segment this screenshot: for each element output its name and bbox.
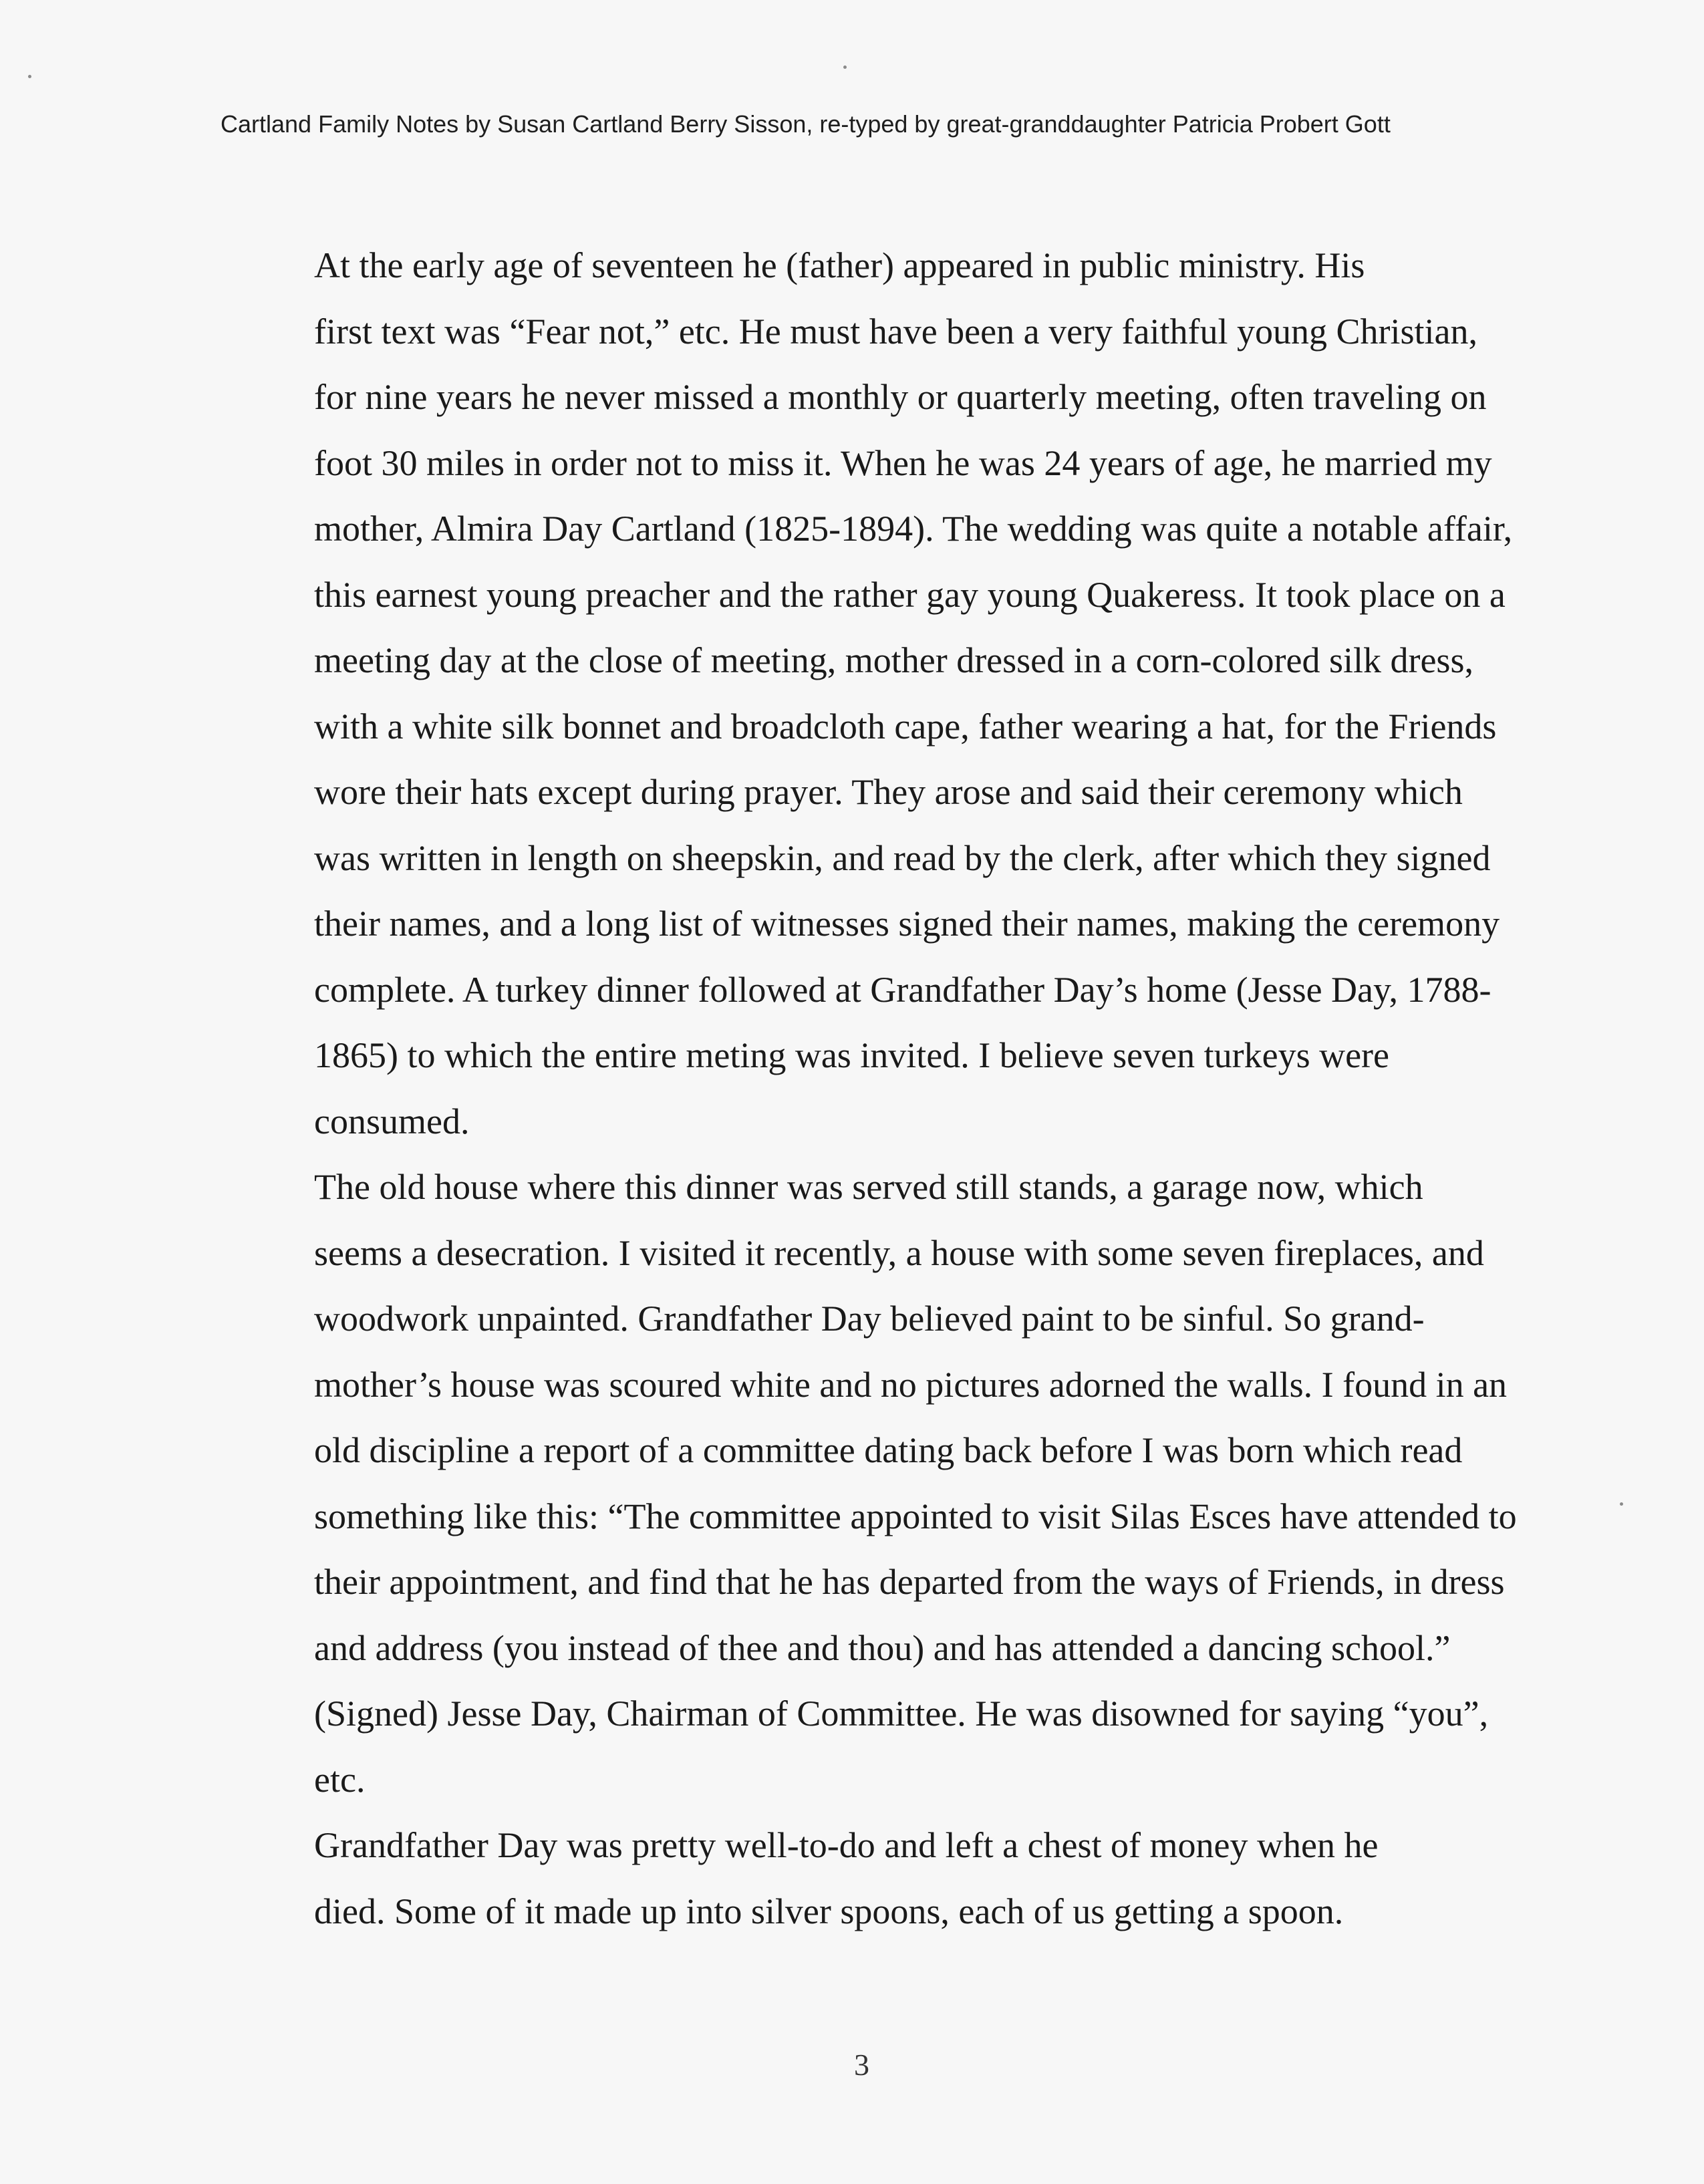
text-line: consumed. (314, 1101, 470, 1141)
text-line: died. Some of it made up into silver spoons, each of us getting a spoon. (314, 1891, 1344, 1931)
text-line: meeting day at the close of meeting, mother dressed in a corn-colored silk dress, (314, 640, 1473, 680)
text-line: 1865) to which the entire meting was invited. I believe seven turkeys were (314, 1035, 1390, 1075)
paragraph (212, 233, 1522, 1154)
text-line: Grandfather Day was pretty well-to-do and left a chest of money when he (314, 1825, 1379, 1865)
text-line: for nine years he never missed a monthly or quarterly meeting, often traveling on (314, 377, 1487, 417)
text-line: and address (you instead of thee and thou) and has attended a dancing school.” (314, 1627, 1451, 1668)
paragraph (212, 1154, 1522, 1812)
scan-speck (843, 65, 847, 69)
text-line: foot 30 miles in order not to miss it. When he was 24 years of age, he married my (314, 442, 1492, 483)
text-line: complete. A turkey dinner followed at Grandfather Day’s home (Jesse Day, 1788- (314, 969, 1492, 1010)
scan-speck (1620, 1502, 1623, 1506)
page-number: 3 (854, 2048, 869, 2082)
text-line: seems a desecration. I visited it recently, a house with some seven fireplaces, and (314, 1232, 1484, 1273)
text-line: (Signed) Jesse Day, Chairman of Committee. He was disowned for saying “you”, (314, 1693, 1489, 1734)
text-line: this earnest young preacher and the rather gay young Quakeress. It took place on a (314, 574, 1506, 615)
text-line: mother’s house was scoured white and no pictures adorned the walls. I found in an (314, 1364, 1508, 1405)
text-line: woodwork unpainted. Grandfather Day believed paint to be sinful. So grand- (314, 1299, 1425, 1339)
body-text (212, 233, 1522, 1944)
text-line: old discipline a report of a committee dating back before I was born which read (314, 1430, 1463, 1470)
text-line: their names, and a long list of witnesses signed their names, making the ceremony (314, 904, 1500, 944)
scan-speck (28, 75, 31, 78)
running-header: Cartland Family Notes by Susan Cartland Berry Sisson, re-typed by great-granddaughter Patricia Probert Gott (221, 110, 1391, 138)
text-line: mother, Almira Day Cartland (1825-1894). The wedding was quite a notable affair, (314, 509, 1513, 549)
text-line: with a white silk bonnet and broadcloth cape, father wearing a hat, for the Friends (314, 706, 1497, 746)
text-line: was written in length on sheepskin, and read by the clerk, after which they signed (314, 837, 1491, 878)
text-line: The old house where this dinner was served still stands, a garage now, which (314, 1167, 1423, 1207)
text-line: first text was “Fear not,” etc. He must have been a very faithful young Christian, (314, 311, 1477, 352)
text-line: etc. (314, 1759, 366, 1800)
text-line: their appointment, and find that he has departed from the ways of Friends, in dress (314, 1562, 1505, 1602)
text-line: something like this: “The committee appointed to visit Silas Esces have attended to (314, 1496, 1517, 1536)
text-line: wore their hats except during prayer. They arose and said their ceremony which (314, 772, 1463, 812)
paragraph (212, 1812, 1522, 1944)
text-line: At the early age of seventeen he (father) appeared in public ministry. His (314, 245, 1365, 285)
